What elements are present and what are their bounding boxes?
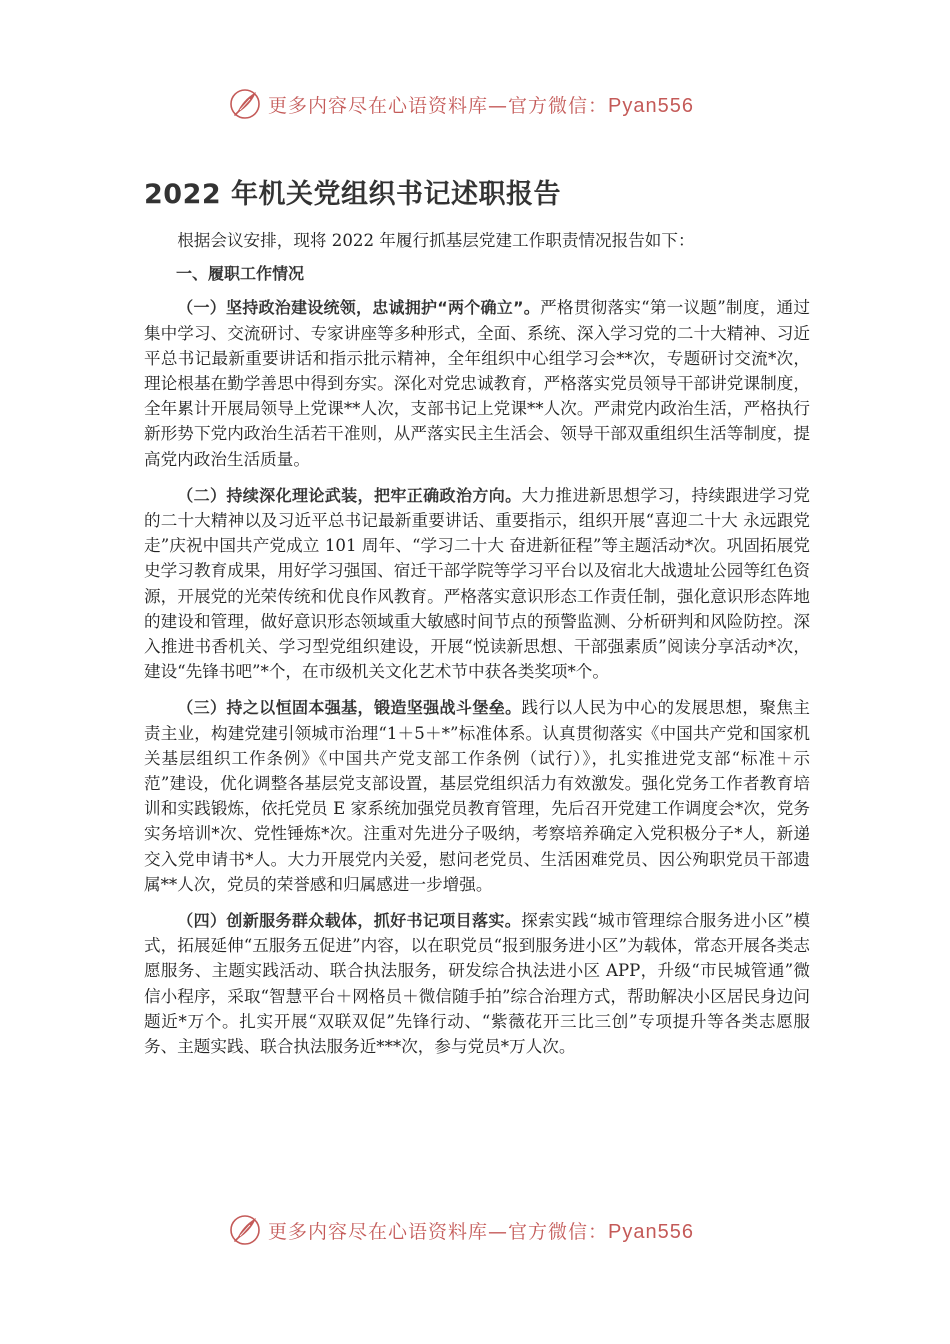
watermark-main: 更多内容尽在心语资料库 bbox=[268, 94, 489, 117]
watermark-id: Pyan556 bbox=[608, 94, 694, 117]
paragraph-2-body: 大力推进新思想学习，持续跟进学习党的二十大精神以及习近平总书记最新重要讲话、重要指示，组织开展“喜迎二十大 永远跟党走”庆祝中国共产党成立 101 周年、“学习二十大 奋进新征程”等主题活动*次。巩固拓展党史学习教育成果，用好学习强国、宿迁干部学院等学习平台以及宿北大战遗址公园等红色资源，开展党的光荣传统和优良作风教育。严格落实意识形态工作责任制，强化意识形态阵地的建设和管理，做好意识形态领域重大敏感时间节点的预警监测、分析研判和风险防控。深入推进书香机关、学习型党组织建设，开展“悦读新思想、干部强素质”阅读分享活动*次，建设“先锋书吧”*个，在市级机关文化艺术节中获各类奖项*个。 bbox=[144, 485, 810, 682]
paragraph-3-lead: （三）持之以恒固本强基，锻造坚强战斗堡垒。 bbox=[177, 698, 522, 718]
footer-watermark bbox=[228, 1212, 748, 1248]
paragraph-3 bbox=[144, 695, 810, 897]
watermark-id: Pyan556 bbox=[608, 1220, 694, 1243]
document-title: 2022 年机关党组织书记述职报告 bbox=[144, 179, 562, 210]
paragraph-1-lead: （一）坚持政治建设统领，忠诚拥护“两个确立”。 bbox=[177, 298, 541, 318]
watermark-text bbox=[268, 1217, 694, 1244]
watermark-label: 官方微信： bbox=[508, 94, 609, 117]
document-body bbox=[144, 228, 810, 1070]
paragraph-4-lead: （四）创新服务群众载体，抓好书记项目落实。 bbox=[177, 911, 522, 931]
watermark-main: 更多内容尽在心语资料库 bbox=[268, 1220, 489, 1243]
paragraph-4 bbox=[144, 908, 810, 1059]
paragraph-1-body: 严格贯彻落实“第一议题”制度，通过集中学习、交流研讨、专家讲座等多种形式，全面、系统、深入学习党的二十大精神、习近平总书记最新重要讲话和指示批示精神，全年组织中心组学习会**次，专题研讨交流*次，理论根基在勤学善思中得到夯实。深化对党忠诚教育，严格落实党员领导干部讲党课制度，全年累计开展局领导上党课**人次，支部书记上党课**人次。严肃党内政治生活，严格执行新形势下党内政治生活若干准则，从严落实民主生活会、领导干部双重组织生活等制度，提高党内政治生活质量。 bbox=[144, 298, 810, 469]
paragraph-2 bbox=[144, 483, 810, 685]
header-watermark bbox=[228, 86, 748, 122]
paragraph-3-body: 践行以人民为中心的发展思想，聚焦主责主业，构建党建引领城市治理“1＋5＋*”标准体系。认真贯彻落实《中国共产党和国家机关基层组织工作条例》《中国共产党支部工作条例（试行）》，扎实推进党支部“标准＋示范”建设，优化调整各基层党支部设置，基层党组织活力有效激发。强化党务工作者教育培训和实践锻炼，依托党员 E 家系统加强党员教育管理，先后召开党建工作调度会*次，党务实务培训*次、党性锤炼*次。注重对先进分子吸纳，考察培养确定入党积极分子*人，新递交入党申请书*人。大力开展党内关爱，慰问老党员、生活困难党员、因公殉职党员干部遗属**人次，党员的荣誉感和归属感进一步增强。 bbox=[144, 698, 810, 894]
watermark-text bbox=[268, 91, 694, 118]
feather-pen-logo-icon bbox=[228, 87, 262, 121]
intro-paragraph: 根据会议安排，现将 2022 年履行抓基层党建工作职责情况报告如下： bbox=[177, 231, 695, 250]
paragraph-1 bbox=[144, 295, 810, 471]
watermark-separator: — bbox=[488, 1220, 509, 1243]
paragraph-2-lead: （二）持续深化理论武装，把牢正确政治方向。 bbox=[177, 485, 522, 505]
paragraph-4-body: 探索实践“城市管理综合服务进小区”模式，拓展延伸“五服务五促进”内容，以在职党员“报到服务进小区”为载体，常态开展各类志愿服务、主题实践活动、联合执法服务，研发综合执法进小区 APP，升级“市民城管通”微信小程序，采取“智慧平台＋网格员＋微信随手拍”综合治理方式，帮助解决小区居民身边问题近*万个。扎实开展“双联双促”先锋行动、“紫薇花开三比三创”专项提升等各类志愿服务、主题实践、联合执法服务近***次，参与党员*万人次。 bbox=[144, 911, 810, 1057]
watermark-separator: — bbox=[488, 94, 509, 117]
section-heading: 一、履职工作情况 bbox=[176, 264, 305, 284]
watermark-label: 官方微信： bbox=[508, 1220, 609, 1243]
feather-pen-logo-icon bbox=[228, 1213, 262, 1247]
